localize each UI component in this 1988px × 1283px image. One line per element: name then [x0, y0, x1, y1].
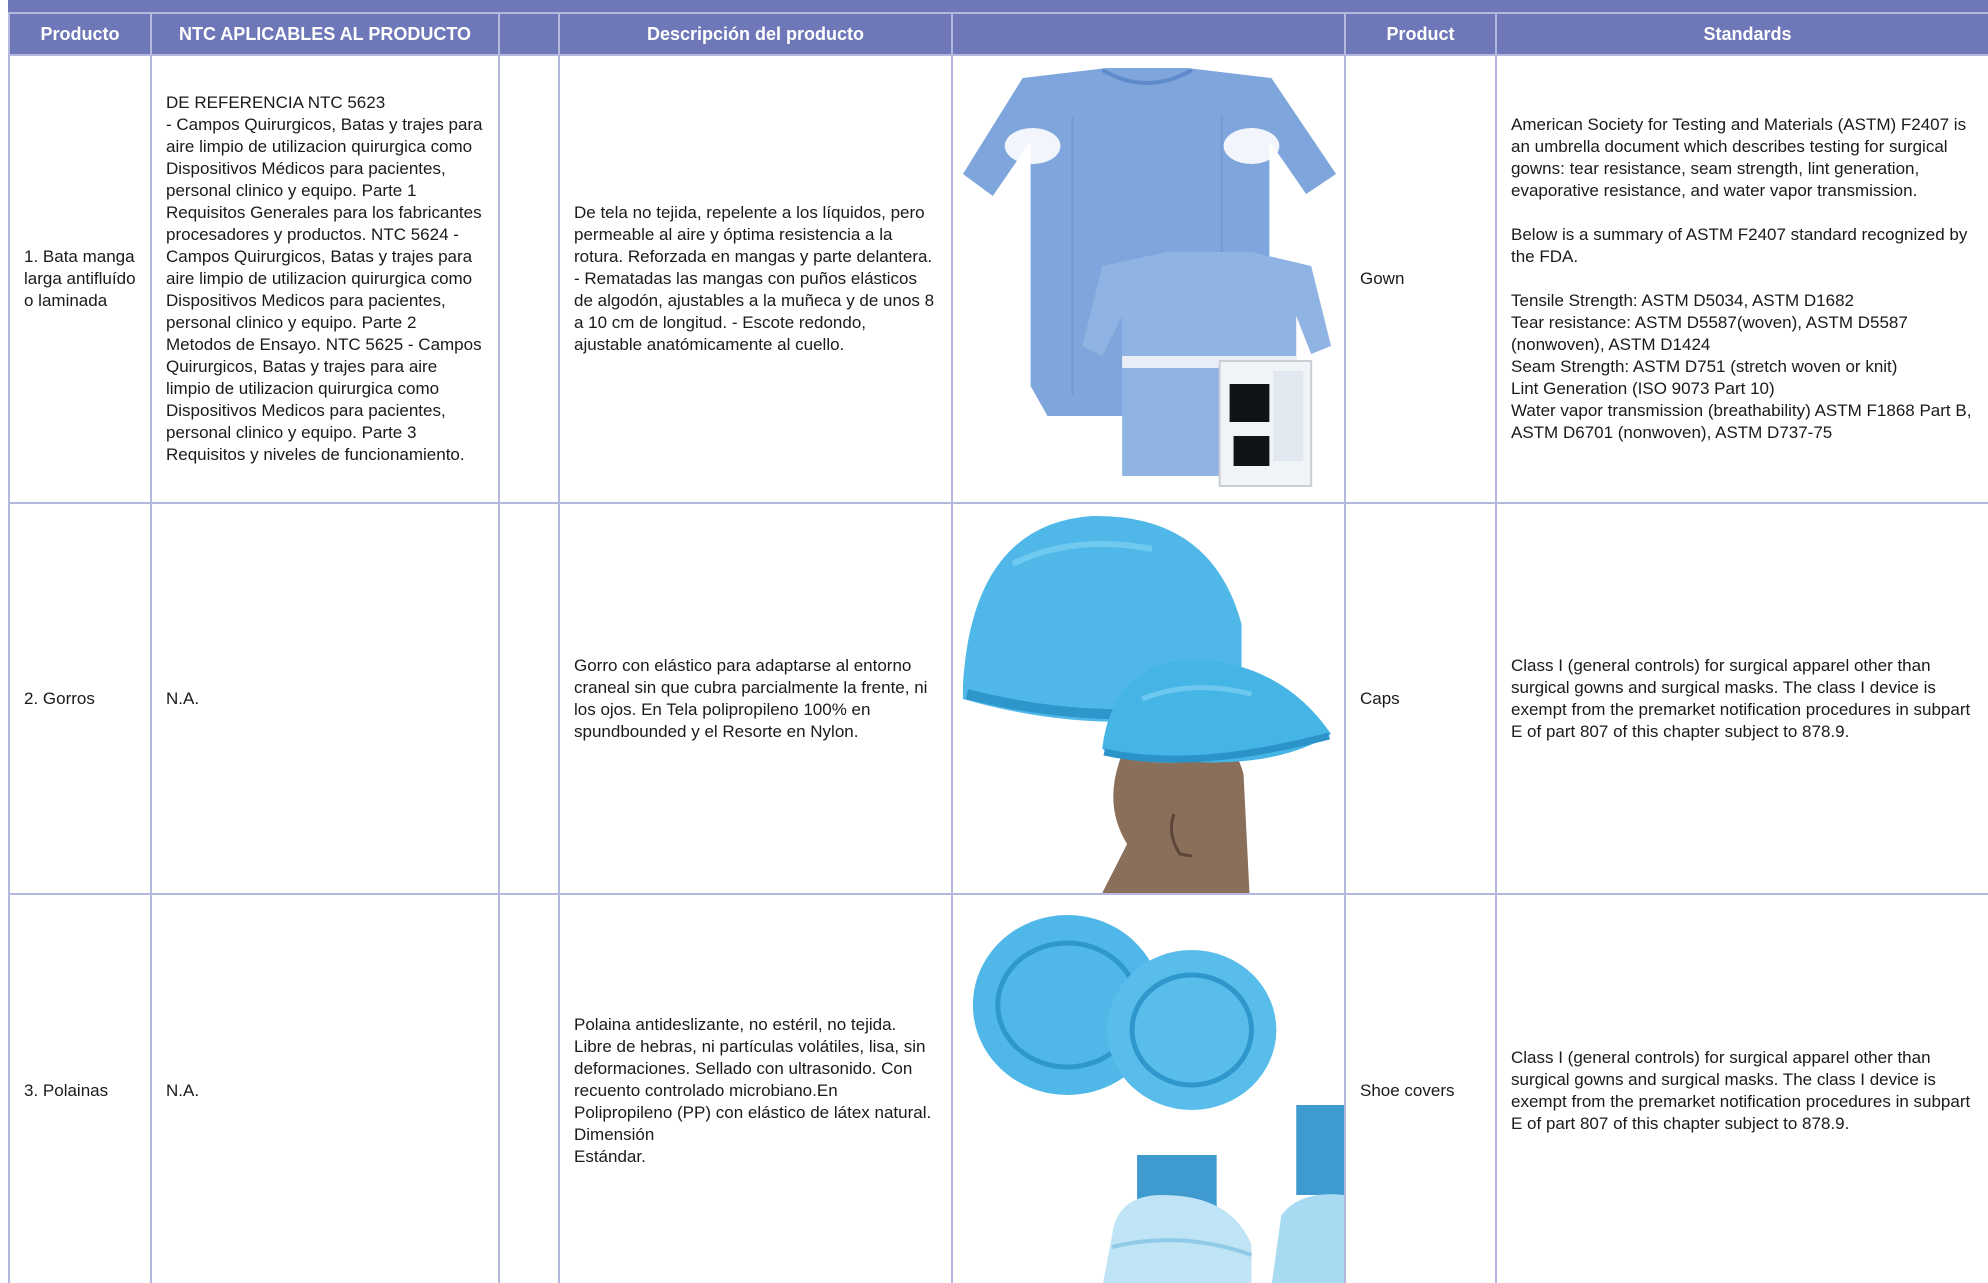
header-row — [9, 13, 1988, 55]
table-row-caps — [9, 503, 1988, 894]
cell-standards: American Society for Testing and Materials (ASTM) F2407 is an umbrella document which describes testing for surgical gowns: tear resistance, seam strength, lint generation, evaporative resistance, and water vapor transmission. Below is a summary of ASTM F2407 standard recognized by the FDA. Tensile Strength: ASTM D5034, ASTM D1682 Tear resistance: ASTM D5587(woven), ASTM D5587 (nonwoven), ASTM D1424 Seam Strength: ASTM D751 (stretch woven or knit) Lint Generation (ISO 9073 Part 10) Water vapor transmission (breathability) ASTM F1868 Part B, ASTM D6701 (nonwoven), ASTM D737-75 — [1496, 55, 1988, 503]
cell-empty — [499, 55, 559, 503]
table-row-gown — [9, 55, 1988, 503]
cell-ntc: N.A. — [151, 894, 499, 1283]
cell-standards: Class I (general controls) for surgical apparel other than surgical gowns and surgical masks. The class I device is exempt from the premarket notification procedures in subpart E of part 807 of this chapter subject to 878.9. — [1496, 503, 1988, 894]
header-producto: Producto — [9, 13, 151, 55]
cell-product: Gown — [1345, 55, 1496, 503]
header-standards: Standards — [1496, 13, 1988, 55]
cell-product: Shoe covers — [1345, 894, 1496, 1283]
cell-image — [952, 894, 1345, 1283]
cell-descripcion: Polaina antideslizante, no estéril, no tejida. Libre de hebras, ni partículas volátiles, lisa, sin deformaciones. Sellado con ultrasonido. Con recuento controlado microbiano.En Polipropileno (PP) con elástico de látex natural. Dimensión Estándar. — [559, 894, 952, 1283]
product-standards-table — [8, 12, 1988, 1283]
cell-producto: 1. Bata manga larga antifluído o laminada — [9, 55, 151, 503]
header-descripcion: Descripción del producto — [559, 13, 952, 55]
cell-descripcion: De tela no tejida, repelente a los líquidos, pero permeable al aire y óptima resistencia a la rotura. Reforzada en mangas y parte delantera. - Rematadas las mangas con puños elásticos de algodón, ajustables a la muñeca y de unos 8 a 10 cm de longitud. - Escote redondo, ajustable anatómicamente al cuello. — [559, 55, 952, 503]
header-product: Product — [1345, 13, 1496, 55]
header-ntc: NTC APLICABLES AL PRODUCTO — [151, 13, 499, 55]
header-empty — [499, 13, 559, 55]
cell-ntc: N.A. — [151, 503, 499, 894]
shoe-covers-image — [953, 895, 1344, 1283]
cell-product: Caps — [1345, 503, 1496, 894]
header-image — [952, 13, 1345, 55]
caps-image — [953, 504, 1344, 893]
cell-descripcion: Gorro con elástico para adaptarse al entorno craneal sin que cubra parcialmente la frente, ni los ojos. En Tela polipropileno 100% en spundbounded y el Resorte en Nylon. — [559, 503, 952, 894]
cell-ntc: DE REFERENCIA NTC 5623 - Campos Quirurgicos, Batas y trajes para aire limpio de utilizacion quirurgica como Dispositivos Médicos para pacientes, personal clinico y equipo. Parte 1 Requisitos Generales para los fabricantes procesadores y productos. NTC 5624 - Campos Quirurgicos, Batas y trajes para aire limpio de utilizacion quirurgica como Dispositivos Medicos para pacientes, personal clinico y equipo. Parte 2 Metodos de Ensayo. NTC 5625 - Campos Quirurgicos, Batas y trajes para aire limpio de utilizacion quirurgica como Dispositivos Medicos para pacientes, personal clinico y equipo. Parte 3 Requisitos y niveles de funcionamiento. — [151, 55, 499, 503]
cell-producto: 2. Gorros — [9, 503, 151, 894]
cell-empty — [499, 894, 559, 1283]
cell-image — [952, 55, 1345, 503]
cell-standards: Class I (general controls) for surgical apparel other than surgical gowns and surgical masks. The class I device is exempt from the premarket notification procedures in subpart E of part 807 of this chapter subject to 878.9. — [1496, 894, 1988, 1283]
top-title-bar — [8, 0, 1988, 12]
table-row-shoe-covers — [9, 894, 1988, 1283]
gown-image — [953, 56, 1344, 502]
cell-empty — [499, 503, 559, 894]
cell-image — [952, 503, 1345, 894]
cell-producto: 3. Polainas — [9, 894, 151, 1283]
